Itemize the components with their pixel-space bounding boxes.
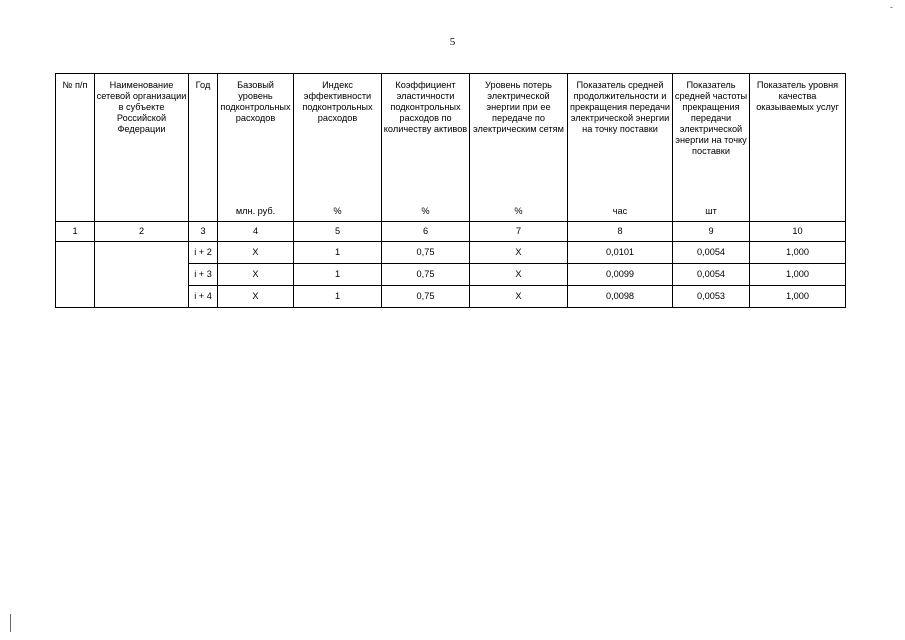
header-year: Год [189,74,218,222]
base-level-cell: X [218,242,294,264]
column-index: 10 [750,222,846,242]
losses-cell: X [470,264,568,286]
elasticity-cell: 0,75 [382,242,470,264]
column-index: 5 [294,222,382,242]
column-index: 3 [189,222,218,242]
header-frequency: Показатель средней частоты прекращения передачи электрической энергии на точку поставки [673,74,750,204]
unit-elasticity: % [382,203,470,222]
efficiency-index-cell: 1 [294,264,382,286]
year-cell: i + 2 [189,242,218,264]
frequency-cell: 0,0054 [673,242,750,264]
column-index: 7 [470,222,568,242]
tariff-parameters-table [55,73,846,308]
header-elasticity: Коэффициент эластичности подконтрольных расходов по количеству активов [382,74,470,204]
header-losses: Уровень потерь электрической энергии при ее передаче по электрическим сетям [470,74,568,204]
base-level-cell: X [218,286,294,308]
table-row [56,242,846,264]
frequency-cell: 0,0053 [673,286,750,308]
unit-quality [750,203,846,222]
header-row [56,74,846,204]
year-cell: i + 4 [189,286,218,308]
column-index: 9 [673,222,750,242]
unit-efficiency-index: % [294,203,382,222]
column-index-row [56,222,846,242]
quality-cell: 1,000 [750,264,846,286]
duration-cell: 0,0101 [568,242,673,264]
page-number: 5 [449,36,456,48]
unit-frequency: шт [673,203,750,222]
header-base-level: Базовый уровень подконтрольных расходов [218,74,294,204]
frequency-cell: 0,0054 [673,264,750,286]
margin-line [10,614,11,632]
row-number-cell [56,242,95,308]
corner-mark: - [890,2,893,12]
year-cell: i + 3 [189,264,218,286]
header-duration: Показатель средней продолжительности и прекращения передачи электрической энергии на точку поставки [568,74,673,204]
losses-cell: X [470,242,568,264]
base-level-cell: X [218,264,294,286]
unit-losses: % [470,203,568,222]
unit-duration: час [568,203,673,222]
elasticity-cell: 0,75 [382,264,470,286]
efficiency-index-cell: 1 [294,286,382,308]
losses-cell: X [470,286,568,308]
efficiency-index-cell: 1 [294,242,382,264]
header-number: № п/п [56,74,95,222]
quality-cell: 1,000 [750,286,846,308]
header-organization: Наименование сетевой организации в субъекте Российской Федерации [95,74,189,222]
organization-cell [95,242,189,308]
duration-cell: 0,0098 [568,286,673,308]
column-index: 8 [568,222,673,242]
elasticity-cell: 0,75 [382,286,470,308]
quality-cell: 1,000 [750,242,846,264]
header-quality: Показатель уровня качества оказываемых услуг [750,74,846,204]
column-index: 1 [56,222,95,242]
duration-cell: 0,0099 [568,264,673,286]
header-efficiency-index: Индекс эффективности подконтрольных расходов [294,74,382,204]
unit-base-level: млн. руб. [218,203,294,222]
column-index: 2 [95,222,189,242]
column-index: 4 [218,222,294,242]
column-index: 6 [382,222,470,242]
